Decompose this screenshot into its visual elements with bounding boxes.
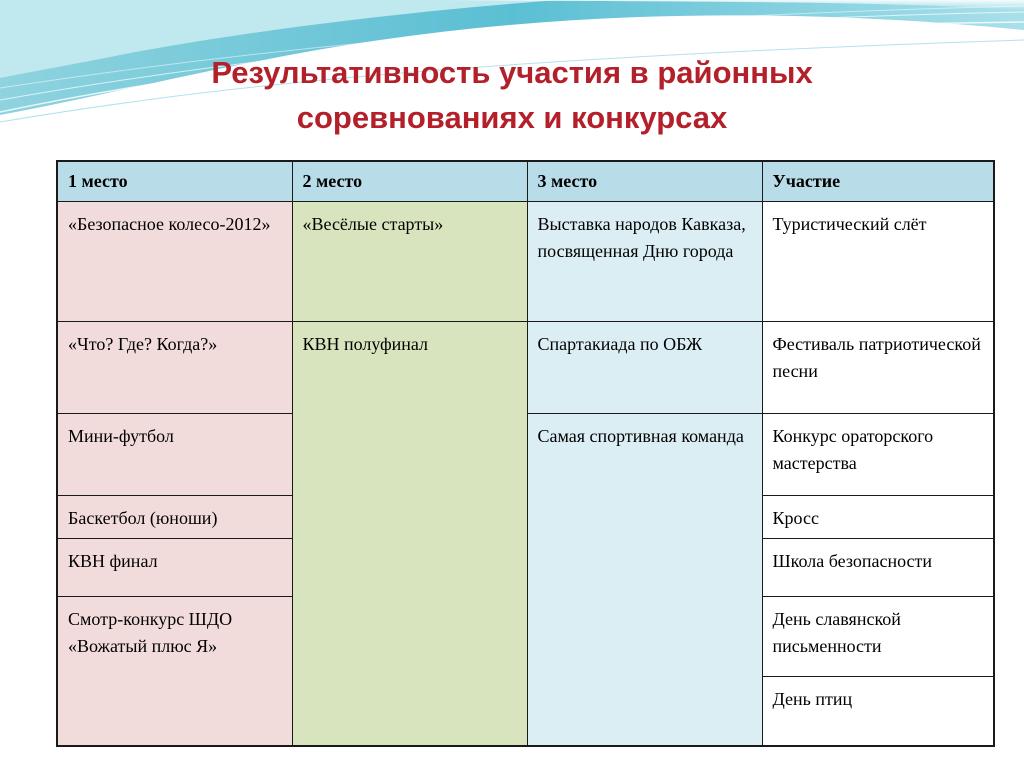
slide-title <box>0 50 1024 140</box>
slide-title-line-1: Результативность участия в районных <box>211 55 813 90</box>
header-third-place: 3 место <box>527 161 762 202</box>
first-place-cell: Баскетбол (юноши) <box>57 496 292 539</box>
header-second-place: 2 место <box>292 161 527 202</box>
second-place-cell: КВН полуфинал <box>292 322 527 746</box>
participation-cell: Школа безопасности <box>762 539 994 597</box>
participation-cell: День птиц <box>762 677 994 746</box>
header-first-place: 1 место <box>57 161 292 202</box>
table-row <box>57 322 994 414</box>
first-place-cell: Мини-футбол <box>57 414 292 496</box>
second-place-cell: «Весёлые старты» <box>292 202 527 322</box>
participation-cell: Конкурс ораторского мастерства <box>762 414 994 496</box>
third-place-cell: Самая спортивная команда <box>527 414 762 746</box>
table-header-row <box>57 161 994 202</box>
third-place-cell: Выставка народов Кавказа, посвященная Дню города <box>527 202 762 322</box>
first-place-cell: «Безопасное колесо-2012» <box>57 202 292 322</box>
slide-title-line-2: соревнованиях и конкурсах <box>296 100 728 135</box>
participation-cell: Фестиваль патриотической песни <box>762 322 994 414</box>
header-participation: Участие <box>762 161 994 202</box>
first-place-cell: «Что? Где? Когда?» <box>57 322 292 414</box>
third-place-cell: Спартакиада по ОБЖ <box>527 322 762 414</box>
first-place-cell: КВН финал <box>57 539 292 597</box>
first-place-cell: Смотр-конкурс ШДО «Вожатый плюс Я» <box>57 597 292 746</box>
participation-cell: День славянской письменности <box>762 597 994 677</box>
participation-cell: Туристический слёт <box>762 202 994 322</box>
table-row <box>57 202 994 322</box>
participation-cell: Кросс <box>762 496 994 539</box>
results-table <box>56 160 995 747</box>
